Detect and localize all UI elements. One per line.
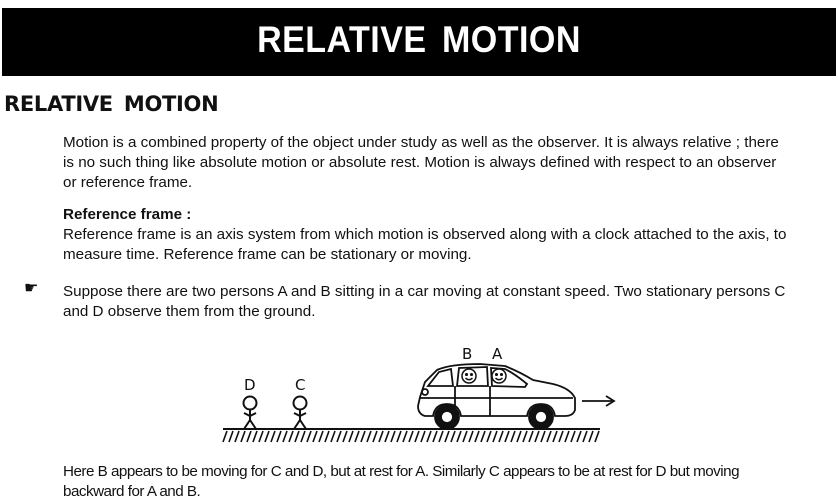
reference-frame-block xyxy=(63,205,838,265)
intro-line: or reference frame. xyxy=(63,174,193,191)
label-b: B xyxy=(462,345,473,363)
intro-paragraph xyxy=(63,133,838,193)
person-d-stick-figure xyxy=(244,397,257,430)
reference-frame-line: Reference frame is an axis system from which motion is observed along with a clock attached to the axis, to xyxy=(63,226,787,243)
chapter-title: RELATIVE MOTION xyxy=(257,19,581,60)
relative-motion-figure xyxy=(215,342,635,450)
conclusion-line: Here B appears to be moving for C and D, but at rest for A. Similarly C appears to be at rest for D but moving xyxy=(63,463,740,480)
ground-hatching xyxy=(223,429,600,442)
person-c-stick-figure xyxy=(294,397,307,430)
example-line: and D observe them from the ground. xyxy=(63,303,316,320)
reference-frame-heading: Reference frame : xyxy=(63,206,192,223)
face-b xyxy=(462,369,476,383)
section-title: RELATIVE MOTION xyxy=(4,92,219,116)
intro-line: is no such thing like absolute motion or absolute rest. Motion is always defined with respect to an observer xyxy=(63,154,777,171)
reference-frame-line: measure time. Reference frame can be stationary or moving. xyxy=(63,246,472,263)
label-a: A xyxy=(492,345,503,363)
intro-line: Motion is a combined property of the object under study as well as the observer. It is always relative ; there xyxy=(63,134,779,151)
chapter-banner xyxy=(2,8,836,76)
label-c: C xyxy=(295,376,306,394)
example-line: Suppose there are two persons A and B sitting in a car moving at constant speed. Two stationary persons C xyxy=(63,283,786,300)
pointing-hand-icon: ☛ xyxy=(24,280,39,297)
conclusion-line: backward for A and B. xyxy=(63,483,201,500)
face-a xyxy=(492,369,506,383)
motion-arrow-icon xyxy=(582,396,614,406)
conclusion-paragraph xyxy=(63,462,838,502)
label-d: D xyxy=(244,376,256,394)
example-paragraph xyxy=(63,282,838,322)
